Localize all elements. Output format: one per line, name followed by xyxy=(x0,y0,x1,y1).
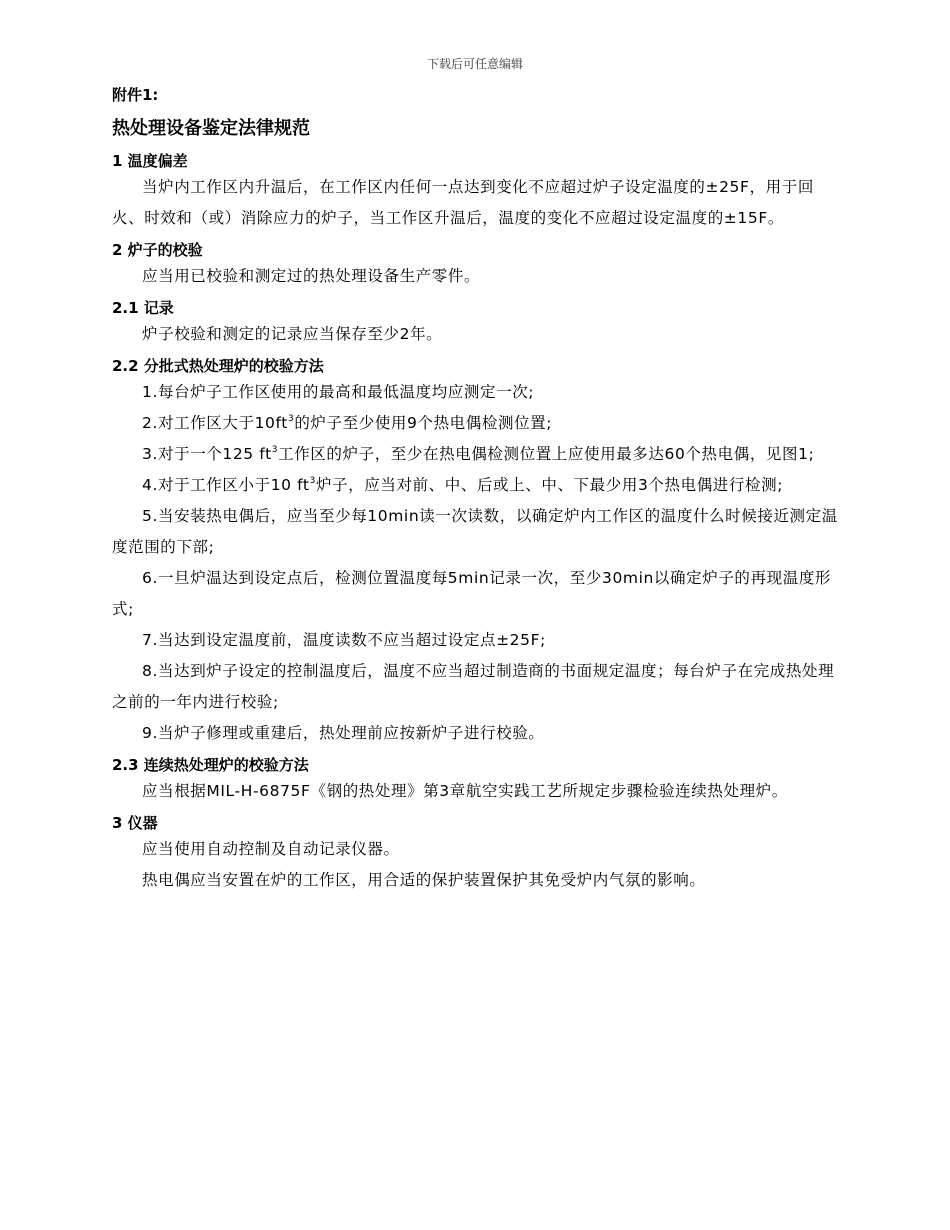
section-3-paragraph-1: 应当使用自动控制及自动记录仪器。 xyxy=(142,840,400,858)
list-item-3-text-a: 3.对于一个125 ft xyxy=(142,445,272,463)
list-item-4-text-b: 炉子，应当对前、中、后或上、中、下最少用3个热电偶进行检测; xyxy=(315,476,784,494)
header-note: 下载后可任意编辑 xyxy=(426,57,523,71)
document-body xyxy=(112,84,842,896)
section-2-paragraph: 应当用已校验和测定过的热处理设备生产零件。 xyxy=(142,267,481,285)
section-heading-2-3: 2.3 连续热处理炉的校验方法 xyxy=(112,756,309,774)
section-heading-1: 1 温度偏差 xyxy=(112,152,188,170)
superscript: 3 xyxy=(287,413,295,424)
document-title: 热处理设备鉴定法律规范 xyxy=(112,118,310,139)
list-item-1: 1.每台炉子工作区使用的最高和最低温度均应测定一次; xyxy=(142,383,535,401)
section-heading-2-1: 2.1 记录 xyxy=(112,299,174,317)
section-heading-2-2: 2.2 分批式热处理炉的校验方法 xyxy=(112,357,324,375)
list-item-3-text-b: 工作区的炉子，至少在热电偶检测位置上应使用最多达60个热电偶，见图1; xyxy=(278,445,815,463)
list-item-8: 8.当达到炉子设定的控制温度后，温度不应当超过制造商的书面规定温度；每台炉子在完成热处理之前的一年内进行校验; xyxy=(112,662,835,711)
superscript: 3 xyxy=(309,475,316,486)
section-2-3-paragraph: 应当根据MIL-H-6875F《钢的热处理》第3章航空实践工艺所规定步骤检验连续热处理炉。 xyxy=(142,782,788,800)
list-item-5: 5.当安装热电偶后，应当至少每10min读一次读数，以确定炉内工作区的温度什么时候接近测定温度范围的下部; xyxy=(112,507,838,556)
list-item-7: 7.当达到设定温度前，温度读数不应当超过设定点±25F; xyxy=(142,631,546,649)
attachment-label: 附件1: xyxy=(112,86,159,104)
list-item-2-text-a: 2.对工作区大于10ft xyxy=(142,414,288,432)
list-item-6: 6.一旦炉温达到设定点后，检测位置温度每5min记录一次，至少30min以确定炉子的再现温度形式; xyxy=(112,569,832,618)
section-heading-3: 3 仪器 xyxy=(112,814,158,832)
list-item-9: 9.当炉子修理或重建后，热处理前应按新炉子进行校验。 xyxy=(142,724,545,742)
list-item-2-text-b: 的炉子至少使用9个热电偶检测位置; xyxy=(294,414,553,432)
section-heading-2: 2 炉子的校验 xyxy=(112,241,203,259)
list-item-2 xyxy=(112,408,842,439)
list-item-3 xyxy=(112,439,842,470)
list-item-4-text-a: 4.对于工作区小于10 ft xyxy=(142,476,310,494)
section-3-paragraph-2: 热电偶应当安置在炉的工作区，用合适的保护装置保护其免受炉内气氛的影响。 xyxy=(142,871,706,889)
section-2-1-paragraph: 炉子校验和测定的记录应当保存至少2年。 xyxy=(142,325,443,343)
list-item-4 xyxy=(112,470,842,501)
superscript: 3 xyxy=(271,444,279,455)
section-1-paragraph: 当炉内工作区内升温后，在工作区内任何一点达到变化不应超过炉子设定温度的±25F，用于回火、时效和（或）消除应力的炉子，当工作区升温后，温度的变化不应超过设定温度的±15F。 xyxy=(112,178,814,227)
